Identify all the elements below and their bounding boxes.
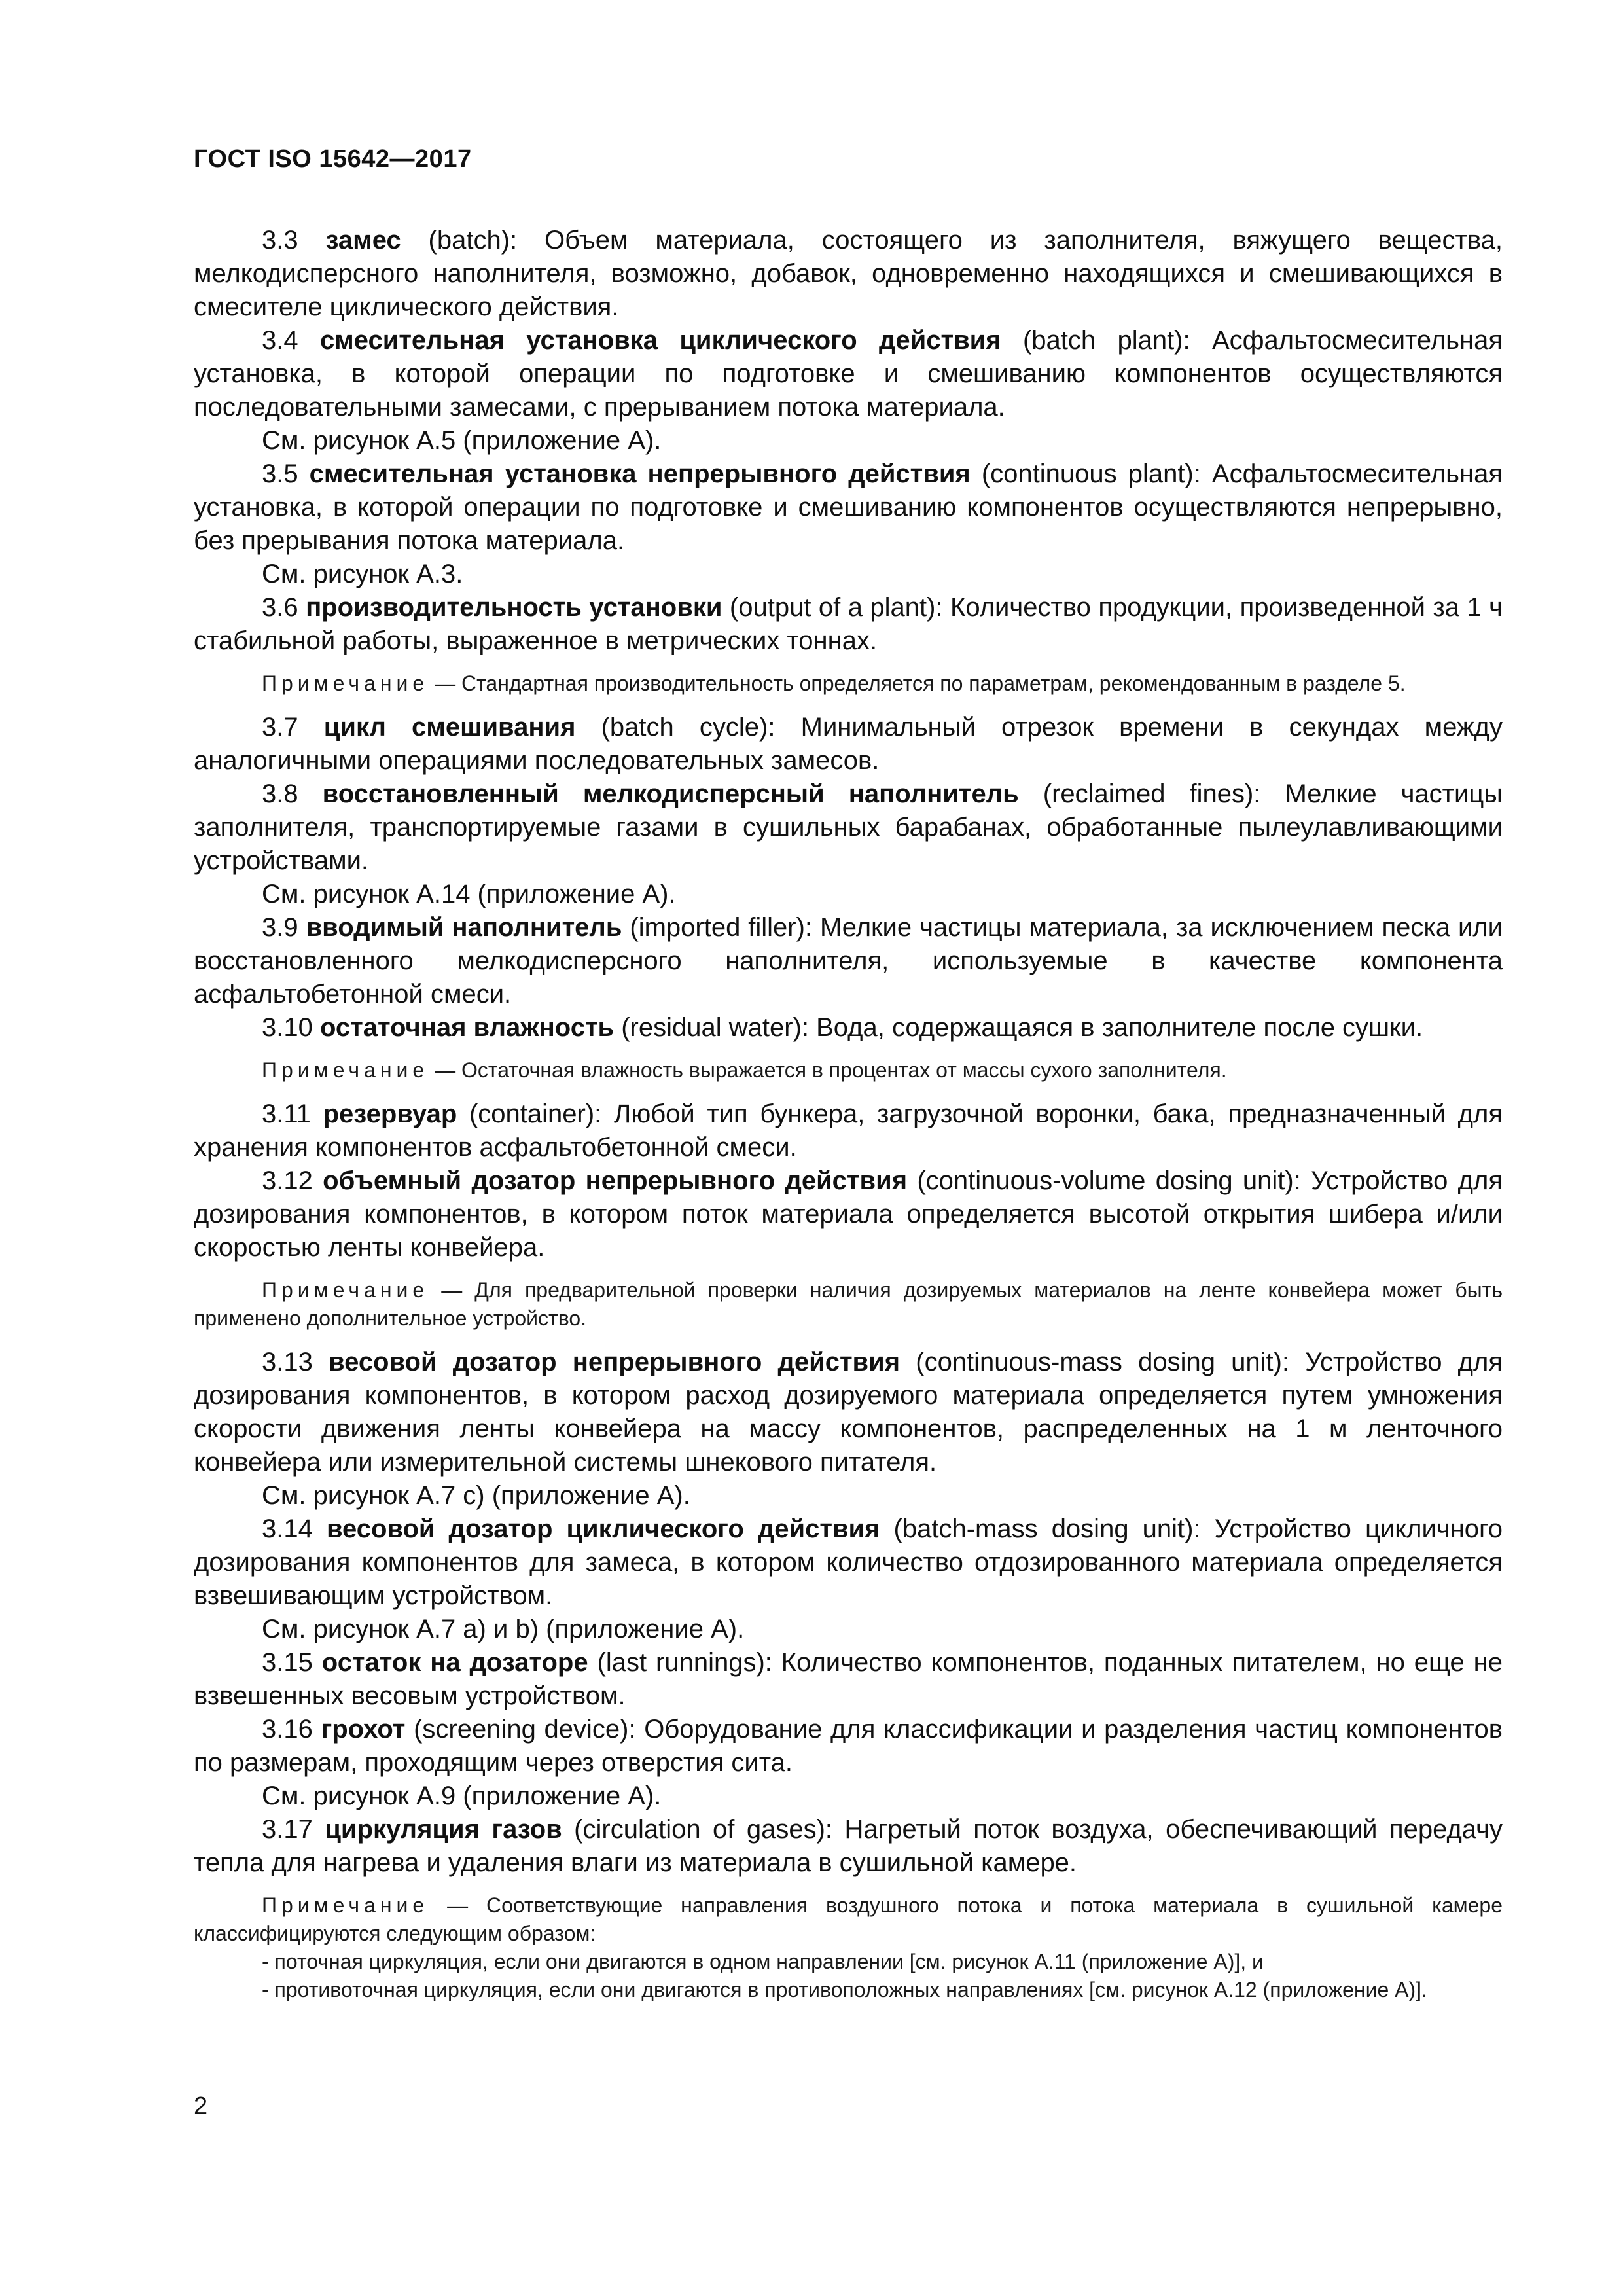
term-description: (batch-mass dosing unit): Устройство цикличного дозирования компонентов для замеса, в котором количество отдозированного материала определяется взвешивающим устройством. [194, 1515, 1503, 1610]
term-number: 3.13 [262, 1348, 313, 1376]
note-text: — Остаточная влажность выражается в процентах от массы сухого заполнителя. [429, 1058, 1227, 1082]
term-description: (continuous-volume dosing unit): Устройство для дозирования компонентов, в котором поток материала определяется высотой открытия шибера и/или скоростью ленты конвейера. [194, 1166, 1503, 1262]
paragraph-text: См. рисунок А.14 (приложение А). [262, 880, 676, 908]
term-number: 3.14 [262, 1515, 313, 1543]
note [194, 1276, 1503, 1333]
term-definition [194, 224, 1503, 324]
figure-reference [194, 1613, 1503, 1646]
term-description: (imported filler): Мелкие частицы материала, за исключением песка или восстановленного мелкодисперсного наполнителя, используемые в качестве компонента асфальтобетонной смеси. [194, 913, 1503, 1009]
term-definition [194, 1646, 1503, 1713]
figure-reference [194, 1780, 1503, 1813]
term-number: 3.10 [262, 1013, 313, 1042]
term-definition [194, 591, 1503, 658]
term-description: (screening device): Оборудование для классификации и разделения частиц компонентов по размерам, проходящим через отверстия сита. [194, 1715, 1503, 1777]
note-label: Примечание [262, 1058, 429, 1082]
term-description: (residual water): Вода, содержащаяся в заполнителе после сушки. [614, 1013, 1423, 1042]
term-number: 3.17 [262, 1815, 313, 1844]
note [194, 1892, 1503, 1948]
term-description: (batch): Объем материала, состоящего из заполнителя, вяжущего вещества, мелкодисперсного наполнителя, возможно, добавок, одновременно находящихся и смешивающихся в смесителе циклического действия. [194, 226, 1503, 321]
paragraph-text: См. рисунок А.5 (приложение А). [262, 426, 662, 455]
term-name: цикл смешивания [323, 713, 576, 742]
term-definition [194, 1164, 1503, 1265]
term-definition [194, 324, 1503, 424]
figure-reference [194, 424, 1503, 457]
term-definition [194, 457, 1503, 558]
term-description: (continuous-mass dosing unit): Устройство для дозирования компонентов, в котором расход дозируемого материала определяется путем умножения скорости движения ленты конвейера на массу компонентов, распределенных на 1 м ленточного конвейера или измерительной системы шнекового питателя. [194, 1348, 1503, 1477]
term-name: весовой дозатор циклического действия [326, 1515, 880, 1543]
note-text: — Для предварительной проверки наличия дозируемых материалов на ленте конвейера может быть применено дополнительное устройство. [194, 1278, 1503, 1330]
term-name: остаточная влажность [319, 1013, 615, 1042]
document-body [194, 224, 1503, 2004]
figure-reference [194, 558, 1503, 591]
term-name: восстановленный мелкодисперсный наполнитель [322, 780, 1019, 808]
term-description: (last runnings): Количество компонентов, поданных питателем, но еще не взвешенных весовым устройством. [194, 1648, 1503, 1710]
term-number: 3.11 [262, 1100, 311, 1128]
note-list-item: - поточная циркуляция, если они двигаются в одном направлении [см. рисунок А.11 (приложение А)], и [262, 1950, 1264, 1973]
term-name: резервуар [323, 1100, 457, 1128]
note-text: — Соответствующие направления воздушного потока и потока материала в сушильной камере классифицируются следующим образом: [194, 1893, 1503, 1945]
term-definition [194, 1713, 1503, 1780]
term-name: смесительная установка непрерывного действия [309, 459, 971, 488]
figure-reference [194, 1479, 1503, 1513]
term-number: 3.3 [262, 226, 298, 255]
term-number: 3.4 [262, 326, 298, 355]
term-name: замес [325, 226, 401, 255]
term-number: 3.16 [262, 1715, 313, 1744]
paragraph-text: См. рисунок А.7 а) и b) (приложение А). [262, 1615, 745, 1643]
term-definition [194, 1813, 1503, 1880]
page-number: 2 [194, 2092, 208, 2120]
paragraph-text: См. рисунок А.7 с) (приложение А). [262, 1481, 690, 1510]
term-number: 3.9 [262, 913, 298, 942]
note [194, 1056, 1503, 1085]
note-label: Примечание [262, 672, 429, 695]
term-description: (batch cycle): Минимальный отрезок времени в секундах между аналогичными операциями последовательных замесов. [194, 713, 1503, 775]
figure-reference [194, 878, 1503, 911]
term-description: (circulation of gases): Нагретый поток воздуха, обеспечивающий передачу тепла для нагрева и удаления влаги из материала в сушильной камере. [194, 1815, 1503, 1877]
term-number: 3.15 [262, 1648, 313, 1677]
term-name: смесительная установка циклического действия [319, 326, 1001, 355]
term-definition [194, 778, 1503, 878]
paragraph-text: См. рисунок А.3. [262, 560, 463, 588]
paragraph-text: См. рисунок А.9 (приложение А). [262, 1782, 662, 1810]
term-number: 3.8 [262, 780, 298, 808]
note-label: Примечание [262, 1893, 429, 1917]
document-header: ГОСТ ISO 15642—2017 [194, 145, 472, 173]
term-number: 3.7 [262, 713, 298, 742]
note-list-item: - противоточная циркуляция, если они двигаются в противоположных направлениях [см. рисунок А.12 (приложение А)]. [262, 1978, 1427, 2001]
term-definition [194, 1513, 1503, 1613]
term-number: 3.5 [262, 459, 298, 488]
term-description: (continuous plant): Асфальтосмесительная установка, в которой операции по подготовке и смешиванию компонентов осуществляются непрерывно, без прерывания потока материала. [194, 459, 1503, 555]
term-definition [194, 1098, 1503, 1164]
term-name: объемный дозатор непрерывного действия [323, 1166, 908, 1195]
term-name: грохот [321, 1715, 406, 1744]
term-number: 3.6 [262, 593, 298, 622]
term-description: (output of a plant): Количество продукции, произведенной за 1 ч стабильной работы, выраженное в метрических тоннах. [194, 593, 1503, 655]
term-name: остаток на дозаторе [321, 1648, 588, 1677]
term-definition [194, 711, 1503, 778]
term-definition [194, 911, 1503, 1011]
term-definition [194, 1346, 1503, 1479]
term-name: вводимый наполнитель [306, 913, 622, 942]
term-description: (batch plant): Асфальтосмесительная установка, в которой операции по подготовке и смешиванию компонентов осуществляются последовательными замесами, с прерыванием потока материала. [194, 326, 1503, 422]
term-description: (container): Любой тип бункера, загрузочной воронки, бака, предназначенный для хранения компонентов асфальтобетонной смеси. [194, 1100, 1503, 1162]
term-name: циркуляция газов [325, 1815, 562, 1844]
note [194, 670, 1503, 698]
term-name: производительность установки [306, 593, 722, 622]
note-text: — Стандартная производительность определяется по параметрам, рекомендованным в разделе 5. [429, 672, 1406, 695]
term-number: 3.12 [262, 1166, 313, 1195]
note-label: Примечание [262, 1278, 429, 1302]
term-name: весовой дозатор непрерывного действия [329, 1348, 901, 1376]
term-definition [194, 1011, 1503, 1045]
term-description: (reclaimed fines): Мелкие частицы заполнителя, транспортируемые газами в сушильных барабанах, обработанные пылеулавливающими устройствами. [194, 780, 1503, 875]
